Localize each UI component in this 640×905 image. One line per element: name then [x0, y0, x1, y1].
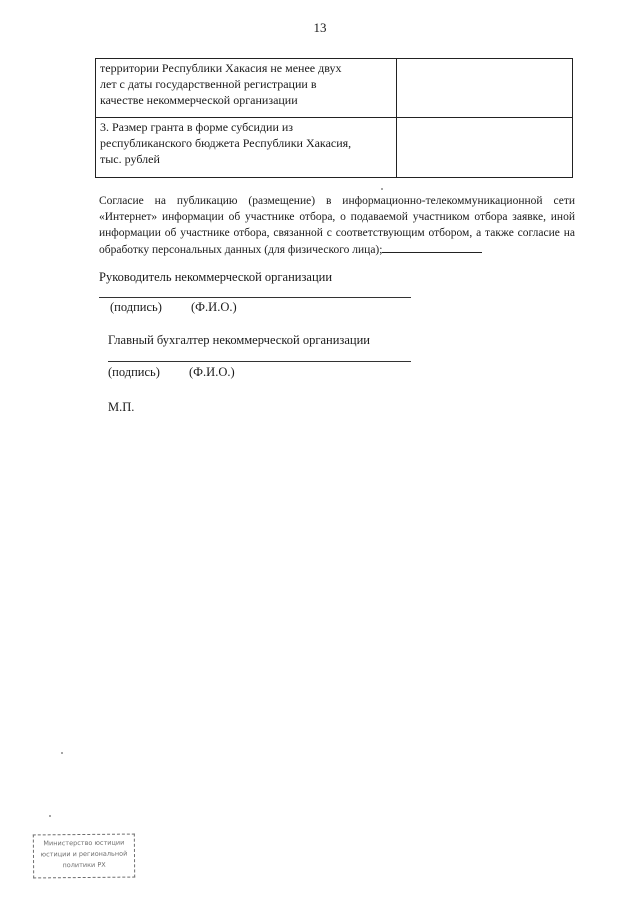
head-title: Руководитель некоммерческой организации: [99, 270, 333, 284]
page-number: 13: [313, 20, 327, 35]
consent-text: Согласие на публикацию (размещение) в информационно-телекоммуникационной сети «Интернет» информации об участнике отбора, о подаваемой участником отбора заявке, иной информации об участнике отбора, связанной с соответствующим отбором, а также согласие на обработку персональных данных (для физического лица);: [99, 195, 575, 256]
criterion-cell: [96, 59, 397, 118]
scan-speck: [61, 752, 63, 754]
criterion-line: тыс. рублей: [100, 152, 160, 166]
consent-fill-line[interactable]: [382, 241, 482, 253]
value-cell[interactable]: [397, 59, 573, 118]
table-row: [96, 118, 573, 178]
accountant-signature-label: (подпись): [108, 365, 160, 379]
accountant-signature-line[interactable]: [108, 361, 411, 362]
consent-paragraph: [99, 193, 575, 258]
accountant-title: Главный бухгалтер некоммерческой организации: [108, 333, 370, 347]
head-signature-label: (подпись): [110, 300, 162, 314]
criterion-line: лет с даты государственной регистрации в: [100, 77, 317, 91]
head-signature-line[interactable]: [99, 297, 411, 298]
criterion-line: качестве некоммерческой организации: [100, 93, 298, 107]
value-cell[interactable]: [397, 118, 573, 178]
head-name-label: (Ф.И.О.): [191, 300, 237, 314]
accountant-name-label: (Ф.И.О.): [189, 365, 235, 379]
criterion-line: территории Республики Хакасия не менее двух: [100, 61, 342, 75]
table-row: [96, 59, 573, 118]
stamp-line: политики РХ: [62, 860, 106, 870]
registration-stamp: [33, 834, 135, 879]
stamp-line: Министерство юстиции: [43, 838, 125, 848]
scan-speck: [381, 188, 383, 190]
criterion-line: республиканского бюджета Республики Хакасия,: [100, 136, 352, 150]
stamp-line: юстиции и региональной: [40, 849, 128, 859]
scan-speck: [49, 815, 51, 817]
criterion-cell: [96, 118, 397, 178]
seal-place: М.П.: [108, 400, 135, 414]
criteria-table: [95, 58, 573, 178]
criterion-line: 3. Размер гранта в форме субсидии из: [100, 120, 294, 134]
